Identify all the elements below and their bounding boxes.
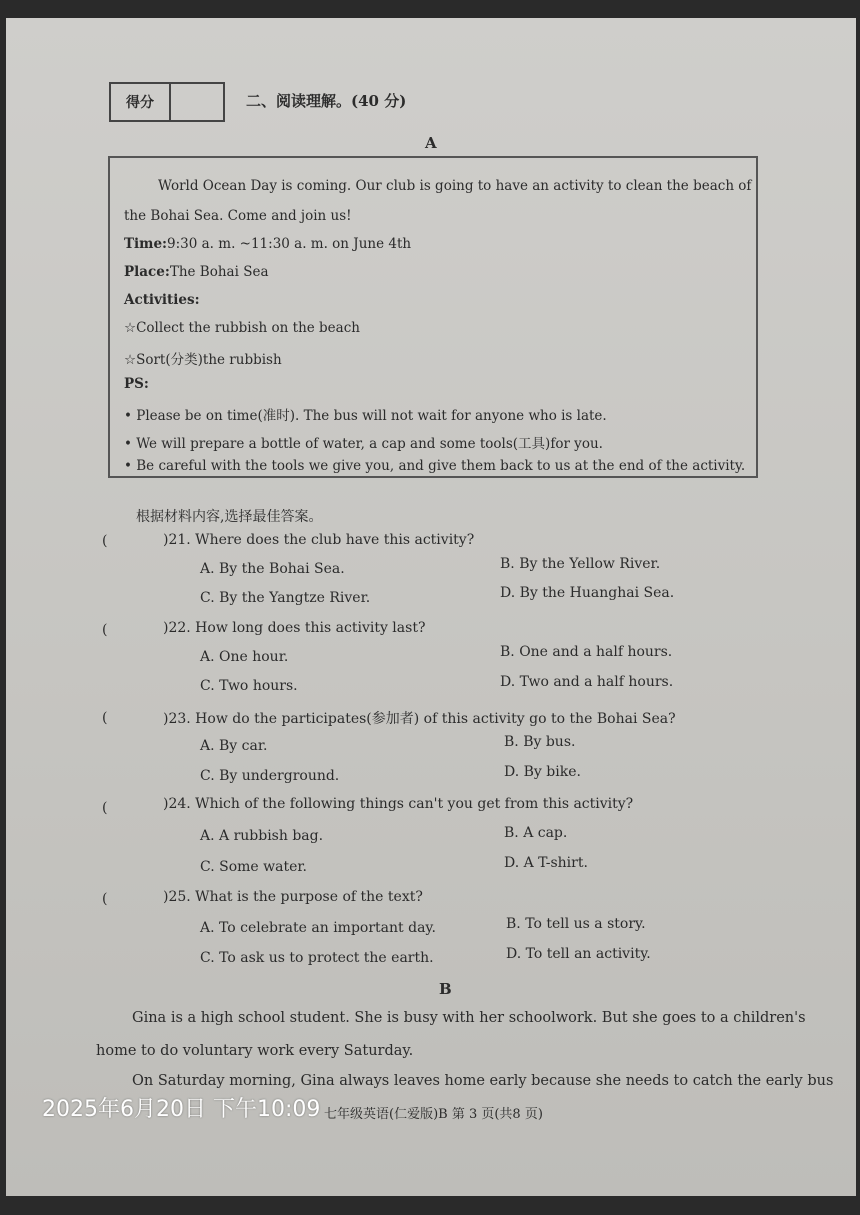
- option-b: B. By the Yellow River.: [500, 556, 661, 572]
- section-title: 二、阅读理解。(40 分): [246, 92, 407, 110]
- answer-paren: (: [102, 622, 108, 638]
- option-c: C. Two hours.: [200, 678, 298, 694]
- ps-item: • Be careful with the tools we give you, and give them back to us at the end of the activity.: [124, 458, 746, 474]
- question-stem: )25. What is the purpose of the text?: [163, 889, 423, 905]
- passage-b-line: Gina is a high school student. She is busy with her schoolwork. But she goes to a children's: [132, 1010, 806, 1026]
- passage-b-line: home to do voluntary work every Saturday.: [96, 1043, 414, 1059]
- score-box: [109, 82, 225, 122]
- option-d: D. By the Huanghai Sea.: [500, 585, 675, 601]
- option-a: A. To celebrate an important day.: [200, 920, 436, 936]
- ps-label: PS:: [124, 376, 149, 392]
- question-stem: )23. How do the participates(参加者) of this activity go to the Bohai Sea?: [163, 711, 676, 727]
- option-d: D. To tell an activity.: [506, 946, 651, 962]
- answer-paren: (: [102, 710, 108, 726]
- option-c: C. To ask us to protect the earth.: [200, 950, 434, 966]
- notice-time: [124, 236, 411, 252]
- answer-paren: (: [102, 533, 108, 549]
- option-a: A. One hour.: [200, 649, 289, 665]
- option-d: D. By bike.: [504, 764, 581, 780]
- activity-item: ☆Collect the rubbish on the beach: [124, 320, 360, 336]
- ps-item: • We will prepare a bottle of water, a cap and some tools(工具)for you.: [124, 436, 603, 452]
- option-c: C. Some water.: [200, 859, 307, 875]
- photo-timestamp: 2025年6月20日 下午10:09: [42, 1097, 321, 1122]
- question-stem: )22. How long does this activity last?: [163, 620, 426, 636]
- place-value: The Bohai Sea: [169, 264, 269, 280]
- option-a: A. A rubbish bag.: [200, 828, 324, 844]
- option-d: D. Two and a half hours.: [500, 674, 674, 690]
- option-a: A. By the Bohai Sea.: [200, 561, 345, 577]
- exam-page: [6, 18, 856, 1196]
- option-c: C. By underground.: [200, 768, 340, 784]
- question-stem: )21. Where does the club have this activity?: [163, 532, 475, 548]
- place-label: Place:: [124, 264, 170, 280]
- passage-b-line: On Saturday morning, Gina always leaves home early because she needs to catch the early bus: [132, 1073, 834, 1089]
- option-c: C. By the Yangtze River.: [200, 590, 371, 606]
- answer-paren: (: [102, 891, 108, 907]
- question-stem: )24. Which of the following things can't you get from this activity?: [163, 796, 634, 812]
- option-b: B. To tell us a story.: [506, 916, 646, 932]
- activity-notice: [108, 156, 758, 478]
- passage-b-letter: B: [439, 980, 452, 998]
- ps-item: • Please be on time(准时). The bus will not wait for anyone who is late.: [124, 408, 607, 424]
- option-b: B. By bus.: [504, 734, 576, 750]
- option-b: B. A cap.: [504, 825, 568, 841]
- notice-place: [124, 264, 269, 280]
- time-value: 9:30 a. m. ~11:30 a. m. on June 4th: [167, 236, 412, 252]
- score-label: 得分: [111, 84, 171, 120]
- time-label: Time:: [124, 236, 168, 252]
- notice-intro-2: the Bohai Sea. Come and join us!: [124, 208, 352, 224]
- option-a: A. By car.: [200, 738, 268, 754]
- passage-a-letter: A: [425, 134, 437, 152]
- option-b: B. One and a half hours.: [500, 644, 673, 660]
- notice-intro-1: World Ocean Day is coming. Our club is going to have an activity to clean the beach of: [158, 178, 752, 194]
- activity-item: ☆Sort(分类)the rubbish: [124, 352, 282, 368]
- answer-paren: (: [102, 800, 108, 816]
- option-d: D. A T-shirt.: [504, 855, 588, 871]
- page-footer: 七年级英语(仁爱版)B 第 3 页(共8 页): [324, 1107, 543, 1122]
- activities-label: Activities:: [124, 292, 200, 308]
- instruction: 根据材料内容,选择最佳答案。: [136, 509, 323, 525]
